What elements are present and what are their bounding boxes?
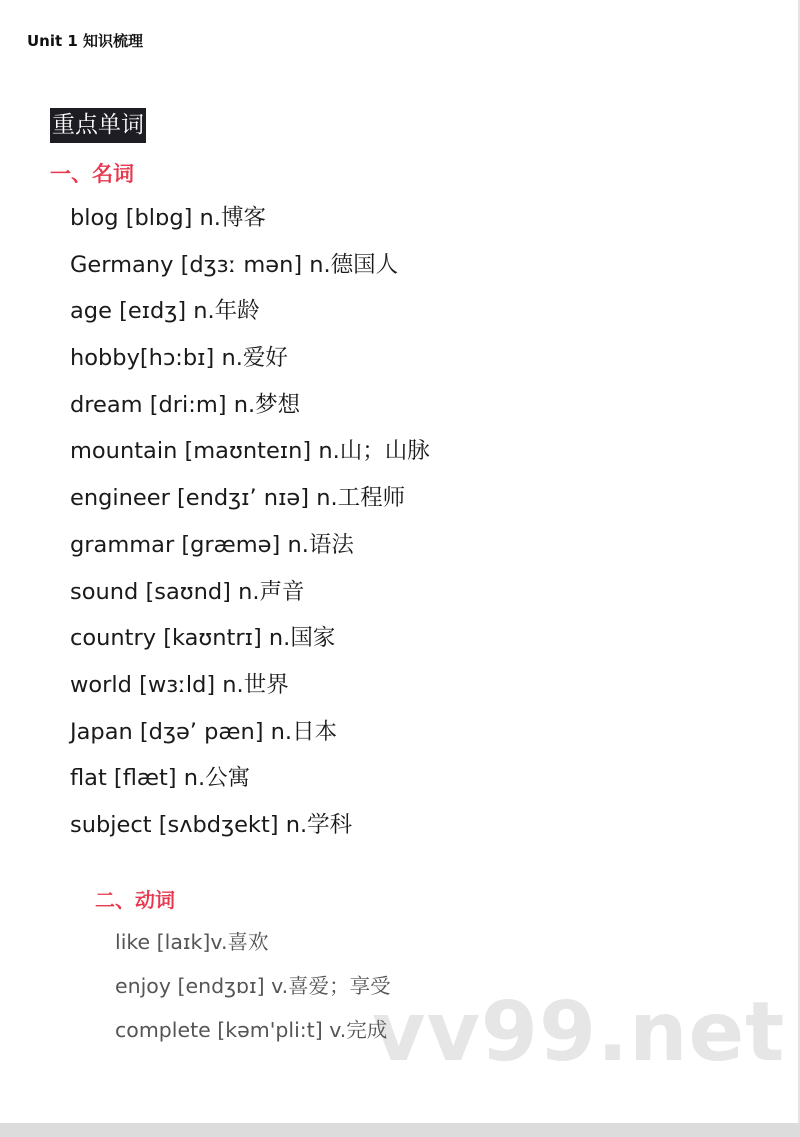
list-item: complete [kəm'pli:t] v.完成 [115,1018,388,1042]
list-item: flat [flæt] n.公寓 [70,765,251,792]
page-header: Unit 1 知识梳理 [27,32,144,50]
list-item: country [kaʊntrɪ] n.国家 [70,625,336,652]
noun-list [70,200,430,854]
list-item: Japan [dʒə’ pæn] n.日本 [70,718,338,745]
list-item: subject [sʌbdʒekt] n.学科 [70,811,353,838]
list-item: like [laɪk]v.喜欢 [115,930,269,954]
page-bottom-border [0,1123,800,1137]
verb-list [115,925,391,1057]
list-item: blog [blɒg] n.博客 [70,205,266,231]
list-item: mountain [maʊnteɪn] n.山；山脉 [70,438,430,465]
list-item: sound [saʊnd] n.声音 [70,578,305,605]
nouns-heading: 一、名词 [50,162,134,186]
list-item: engineer [endʒɪ’ nɪə] n.工程师 [70,485,406,512]
list-item: dream [dri:m] n.梦想 [70,391,301,418]
list-item: age [eɪdʒ] n.年龄 [70,298,260,325]
list-item: world [wɜːld] n.世界 [70,671,289,698]
section-tag: 重点单词 [50,108,146,143]
list-item: grammar [græmə] n.语法 [70,531,354,558]
list-item: Germany [dʒɜː mən] n.德国人 [70,251,399,278]
list-item: hobby[hɔ:bɪ] n.爱好 [70,345,288,372]
list-item: enjoy [endʒɒɪ] v.喜爱；享受 [115,974,391,998]
verbs-heading: 二、动词 [95,888,175,912]
watermark: vv99.net [372,985,786,1080]
